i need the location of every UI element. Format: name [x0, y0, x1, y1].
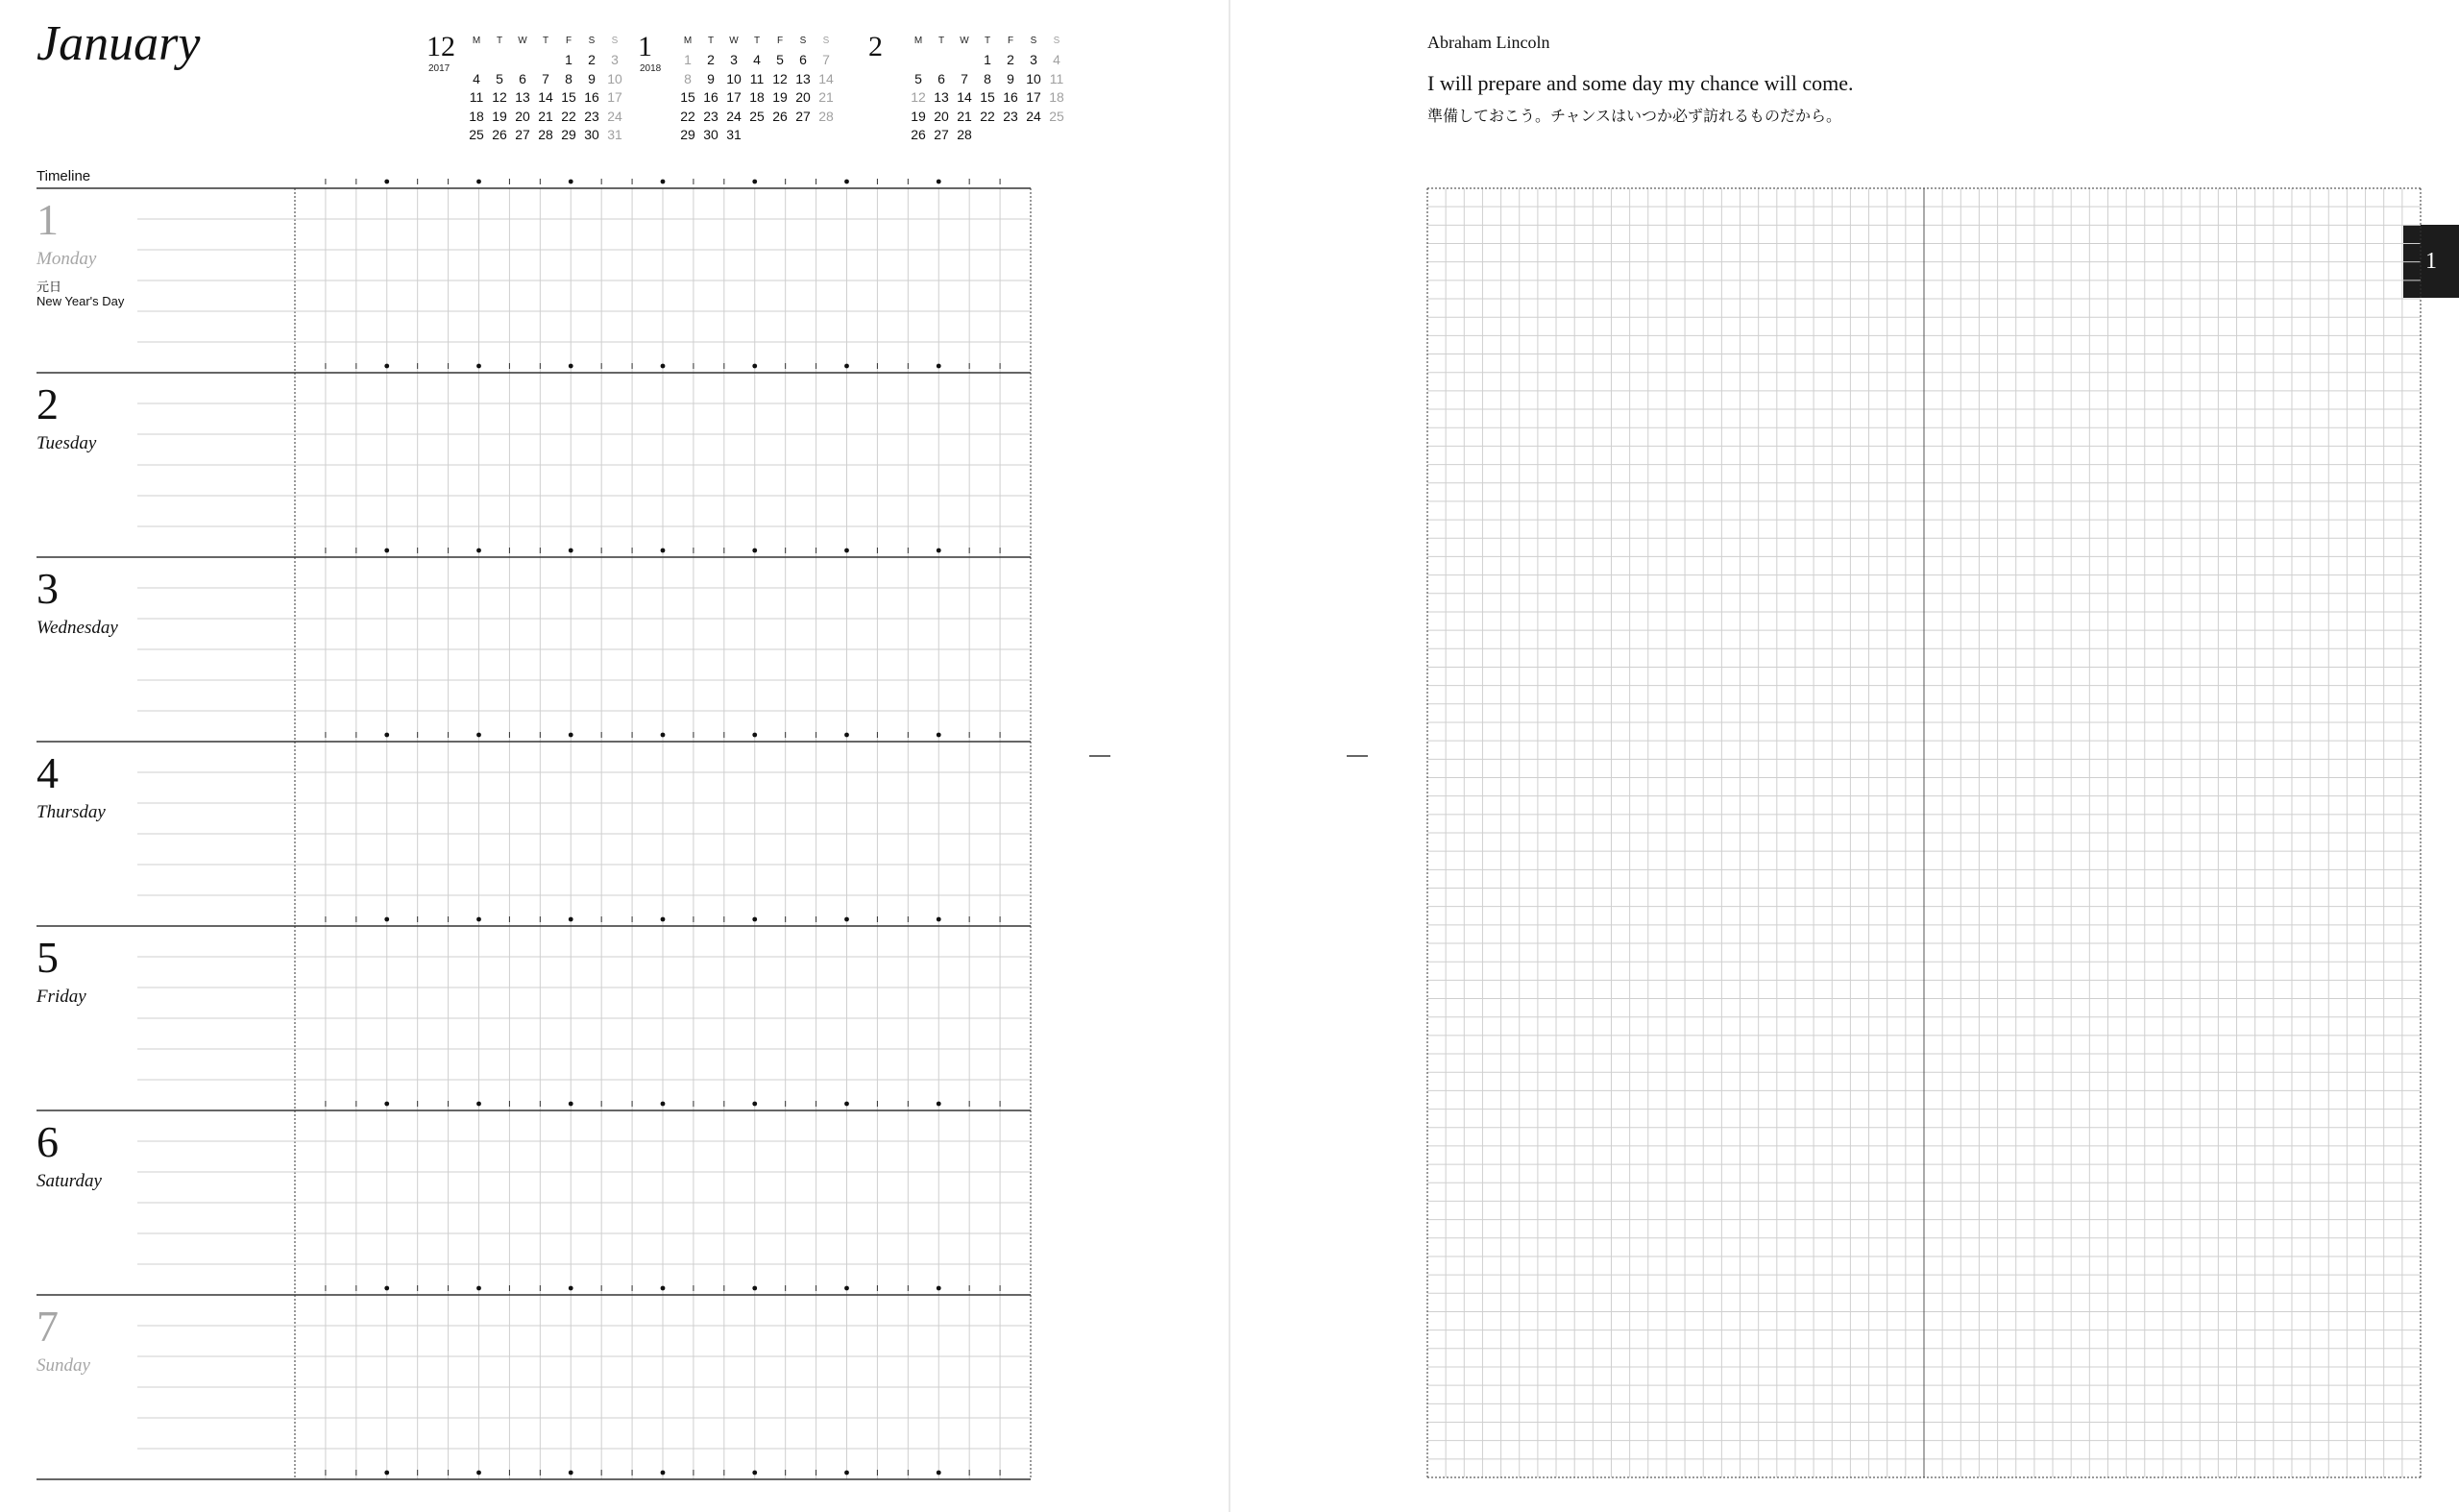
mini-calendar-weekday: S: [1030, 36, 1037, 46]
timeline-hour-dot: [752, 364, 757, 369]
timeline-hour-dot: [844, 1471, 849, 1475]
timeline-hour-dot: [476, 733, 481, 738]
mini-calendar-day: 5: [496, 70, 503, 86]
timeline-hour-dot: [569, 549, 573, 553]
timeline-hour-dot: [844, 733, 849, 738]
mini-calendar-day: 18: [469, 108, 484, 124]
mini-calendar-weekday: S: [799, 36, 807, 46]
timeline-hour-dot: [752, 1286, 757, 1291]
mini-calendar-day: 30: [703, 127, 718, 142]
timeline-hour-dot: [569, 1286, 573, 1291]
timeline-hour-dot: [844, 549, 849, 553]
timeline-hour-dot: [384, 180, 389, 184]
timeline-hour-dot: [937, 1471, 941, 1475]
mini-calendar-day: 21: [957, 108, 972, 124]
mini-calendar-weekday: M: [683, 36, 693, 46]
timeline-hour-dot: [384, 1286, 389, 1291]
timeline-hour-dot: [937, 364, 941, 369]
mini-calendar-month: 12: [426, 31, 455, 62]
timeline-hour-dot: [661, 549, 666, 553]
mini-calendar-day: 16: [1003, 89, 1018, 105]
mini-calendar-month: 1: [638, 31, 652, 62]
mini-calendar-weekday: S: [822, 36, 830, 46]
timeline-hour-dot: [661, 364, 666, 369]
mini-calendar-day: 31: [726, 127, 742, 142]
timeline-hour-dot: [844, 180, 849, 184]
mini-calendar-day: 13: [515, 89, 530, 105]
mini-calendar-month: 2: [868, 31, 883, 62]
mini-calendar-day: 5: [914, 70, 922, 86]
mini-calendar-day: 6: [937, 70, 945, 86]
mini-calendar-day: 25: [749, 108, 765, 124]
mini-calendar-day: 1: [684, 52, 692, 67]
timeline-hour-dot: [476, 180, 481, 184]
mini-calendar-weekday: T: [984, 36, 991, 46]
mini-calendar-weekday: F: [1007, 36, 1014, 46]
day-name: Tuesday: [37, 433, 97, 453]
timeline-hour-dot: [384, 1102, 389, 1107]
timeline-hour-dot: [476, 917, 481, 922]
mini-calendar-weekday: W: [960, 36, 969, 46]
mini-calendar-day: 4: [473, 70, 480, 86]
mini-calendar-day: 9: [588, 70, 596, 86]
mini-calendar-day: 29: [561, 127, 576, 142]
mini-calendar-day: 16: [584, 89, 599, 105]
mini-calendar-day: 10: [726, 70, 742, 86]
mini-calendar-day: 27: [515, 127, 530, 142]
mini-calendar-day: 14: [538, 89, 553, 105]
mini-calendar-year: 2018: [640, 63, 662, 74]
mini-calendar-day: 14: [957, 89, 972, 105]
mini-calendar-day: 6: [519, 70, 526, 86]
day-number: 1: [37, 195, 59, 244]
mini-calendar-day: 11: [749, 70, 765, 86]
mini-calendar-day: 12: [772, 70, 788, 86]
mini-calendar-day: 18: [1049, 89, 1064, 105]
mini-calendar-day: 5: [776, 52, 784, 67]
timeline-hour-dot: [569, 733, 573, 738]
timeline-hour-dot: [937, 1102, 941, 1107]
timeline-hour-dot: [661, 1286, 666, 1291]
mini-calendar-day: 4: [753, 52, 761, 67]
mini-calendar-day: 24: [1026, 108, 1041, 124]
timeline-hour-dot: [752, 549, 757, 553]
day-name: Sunday: [37, 1355, 90, 1376]
timeline-label: Timeline: [37, 168, 91, 184]
mini-calendar-day: 7: [961, 70, 968, 86]
mini-calendar-weekday: T: [937, 36, 945, 46]
timeline-hour-dot: [476, 549, 481, 553]
timeline-hour-dot: [937, 180, 941, 184]
mini-calendar-year: 2017: [428, 63, 450, 74]
timeline-hour-dot: [844, 1102, 849, 1107]
mini-calendar-day: 17: [1026, 89, 1041, 105]
timeline-hour-dot: [937, 1286, 941, 1291]
mini-calendar-day: 14: [818, 70, 834, 86]
mini-calendar-weekday: T: [753, 36, 761, 46]
mini-calendar-day: 28: [957, 127, 972, 142]
timeline-hour-dot: [569, 1102, 573, 1107]
timeline-hour-dot: [661, 1471, 666, 1475]
timeline-hour-dot: [844, 364, 849, 369]
mini-calendar-day: 3: [611, 52, 619, 67]
mini-calendar-day: 3: [1030, 52, 1037, 67]
timeline-hour-dot: [661, 917, 666, 922]
mini-calendar-day: 22: [980, 108, 995, 124]
mini-calendar-day: 26: [772, 108, 788, 124]
quote-english: I will prepare and some day my chance will come.: [1427, 71, 1854, 95]
mini-calendar-weekday: M: [472, 36, 481, 46]
mini-calendar-day: 2: [707, 52, 715, 67]
mini-calendar-day: 15: [680, 89, 695, 105]
mini-calendar-weekday: W: [518, 36, 527, 46]
mini-calendar-day: 23: [584, 108, 599, 124]
timeline-hour-dot: [937, 917, 941, 922]
mini-calendar-day: 29: [680, 127, 695, 142]
timeline-hour-dot: [476, 1286, 481, 1291]
mini-calendar-day: 4: [1053, 52, 1060, 67]
mini-calendar-day: 28: [818, 108, 834, 124]
mini-calendar-day: 9: [1007, 70, 1014, 86]
timeline-hour-dot: [569, 1471, 573, 1475]
timeline-hour-dot: [569, 364, 573, 369]
mini-calendar-day: 19: [911, 108, 926, 124]
mini-calendar-day: 19: [772, 89, 788, 105]
mini-calendar-weekday: T: [542, 36, 549, 46]
mini-calendar-day: 24: [607, 108, 622, 124]
mini-calendar-day: 11: [469, 89, 484, 105]
mini-calendar-day: 6: [799, 52, 807, 67]
mini-calendar-day: 8: [565, 70, 572, 86]
day-number: 7: [37, 1302, 59, 1351]
timeline-hour-dot: [476, 364, 481, 369]
mini-calendar-day: 1: [565, 52, 572, 67]
mini-calendar-day: 10: [607, 70, 622, 86]
month-title: January: [37, 16, 201, 71]
mini-calendar-day: 20: [515, 108, 530, 124]
mini-calendar-day: 26: [911, 127, 926, 142]
mini-calendar-weekday: S: [611, 36, 619, 46]
timeline-hour-dot: [569, 180, 573, 184]
day-name: Monday: [37, 249, 97, 269]
mini-calendar-day: 17: [726, 89, 742, 105]
mini-calendar-day: 27: [934, 127, 949, 142]
mini-calendar-day: 13: [795, 70, 811, 86]
mini-calendar-weekday: T: [707, 36, 715, 46]
mini-calendar-day: 21: [538, 108, 553, 124]
timeline-hour-dot: [937, 733, 941, 738]
day-number: 2: [37, 379, 59, 428]
mini-calendar-weekday: T: [496, 36, 503, 46]
mini-calendar-day: 15: [980, 89, 995, 105]
day-name: Saturday: [37, 1171, 102, 1191]
timeline-hour-dot: [937, 549, 941, 553]
holiday-ja: 元日: [37, 280, 62, 294]
mini-calendar-day: 2: [1007, 52, 1014, 67]
day-name: Friday: [37, 987, 86, 1007]
mini-calendar-day: 7: [822, 52, 830, 67]
timeline-hour-dot: [752, 917, 757, 922]
day-number: 4: [37, 748, 59, 797]
timeline-hour-dot: [384, 1471, 389, 1475]
mini-calendar-day: 28: [538, 127, 553, 142]
mini-calendar-day: 24: [726, 108, 742, 124]
timeline-hour-dot: [661, 1102, 666, 1107]
timeline-hour-dot: [384, 364, 389, 369]
timeline-hour-dot: [476, 1471, 481, 1475]
mini-calendar-day: 31: [607, 127, 622, 142]
mini-calendar-weekday: S: [588, 36, 596, 46]
timeline-hour-dot: [752, 180, 757, 184]
timeline-hour-dot: [752, 1471, 757, 1475]
day-name: Thursday: [37, 802, 106, 822]
mini-calendar-day: 25: [1049, 108, 1064, 124]
timeline-hour-dot: [661, 733, 666, 738]
quote-author: Abraham Lincoln: [1427, 33, 1550, 52]
timeline-hour-dot: [384, 549, 389, 553]
quote-japanese: 準備しておこう。チャンスはいつか必ず訪れるものだから。: [1427, 107, 1842, 125]
timeline-hour-dot: [384, 917, 389, 922]
timeline-hour-dot: [661, 180, 666, 184]
timeline-hour-dot: [844, 917, 849, 922]
day-number: 5: [37, 933, 59, 982]
mini-calendar-day: 17: [607, 89, 622, 105]
timeline-hour-dot: [752, 733, 757, 738]
mini-calendar-day: 22: [680, 108, 695, 124]
day-name: Wednesday: [37, 618, 118, 638]
mini-calendar-day: 13: [934, 89, 949, 105]
mini-calendar-day: 30: [584, 127, 599, 142]
mini-calendar-day: 8: [684, 70, 692, 86]
day-number: 3: [37, 564, 59, 613]
mini-calendar-day: 23: [703, 108, 718, 124]
mini-calendar-day: 3: [730, 52, 738, 67]
mini-calendar-day: 2: [588, 52, 596, 67]
mini-calendar-day: 10: [1026, 70, 1041, 86]
mini-calendar-day: 25: [469, 127, 484, 142]
mini-calendar-day: 9: [707, 70, 715, 86]
mini-calendar-day: 20: [934, 108, 949, 124]
mini-calendar-weekday: F: [776, 36, 784, 46]
mini-calendar-day: 18: [749, 89, 765, 105]
mini-calendar-day: 22: [561, 108, 576, 124]
mini-calendar-day: 20: [795, 89, 811, 105]
mini-calendar-weekday: F: [565, 36, 572, 46]
mini-calendar-day: 21: [818, 89, 834, 105]
mini-calendar-day: 23: [1003, 108, 1018, 124]
timeline-hour-dot: [476, 1102, 481, 1107]
mini-calendar-day: 12: [911, 89, 926, 105]
mini-calendar-weekday: S: [1053, 36, 1060, 46]
timeline-hour-dot: [384, 733, 389, 738]
mini-calendar-day: 12: [492, 89, 507, 105]
mini-calendar-day: 16: [703, 89, 718, 105]
mini-calendar-day: 19: [492, 108, 507, 124]
mini-calendar-weekday: M: [913, 36, 923, 46]
mini-calendar-day: 26: [492, 127, 507, 142]
mini-calendar-day: 27: [795, 108, 811, 124]
mini-calendar-day: 7: [542, 70, 549, 86]
month-index-tab[interactable]: 1: [2403, 225, 2459, 298]
mini-calendar-day: 11: [1049, 70, 1064, 86]
timeline-hour-dot: [752, 1102, 757, 1107]
mini-calendar-day: 1: [984, 52, 991, 67]
mini-calendar-day: 8: [984, 70, 991, 86]
holiday-en: New Year's Day: [37, 294, 125, 308]
timeline-hour-dot: [569, 917, 573, 922]
day-number: 6: [37, 1117, 59, 1166]
timeline-hour-dot: [844, 1286, 849, 1291]
mini-calendar-weekday: W: [729, 36, 739, 46]
mini-calendar-day: 15: [561, 89, 576, 105]
